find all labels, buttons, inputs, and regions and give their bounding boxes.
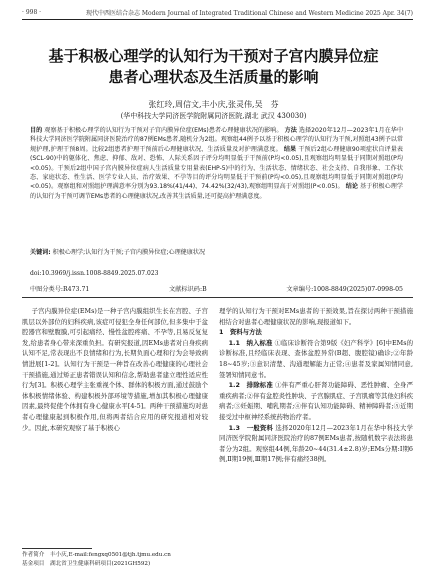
clc-number: 中图分类号:R473.71: [30, 286, 90, 293]
title-line-1: 基于积极心理学的认知行为干预对子宫内膜异位症: [48, 47, 379, 65]
subsection-1-1: 1.1 纳入标准: [228, 338, 273, 347]
subsection-1-3: 1.3 一般资料: [228, 423, 274, 432]
conclusion-text: 基于积极心理学的认知行为干预可调节EMs患者的心理健康状况,改善其生活质量,还可提高护理满意度。: [30, 183, 404, 200]
objective-text: 观察基于积极心理学的认知行为干预对子宫内膜异位症(EMs)患者心理健康状况的影响。: [44, 127, 283, 134]
exclusion-criteria: ①伴有严重心肝肾功能障碍、恶性肿瘤、全身严重疾病者;②伴有盆腔炎性肿块、子宫腺肌症、子宫肌瘤等其他妇科疾病者;③妊娠期、哺乳期者;④伴有认知功能障碍、精神障碍者;⑤近期接受过中枢神经系统药物治疗者。: [219, 381, 413, 421]
section-heading-1: 1 资料与方法: [219, 328, 262, 337]
document-code: 文献标识码:B: [169, 286, 207, 293]
results-label: 结果: [283, 145, 297, 153]
objective-label: 目的: [30, 127, 43, 134]
running-header: [22, 6, 413, 18]
funding-note: 基金项目 湖北省卫生健康科研项目(2021GH592): [22, 561, 151, 567]
authors: 张红玲,周信文,丰小庆,张灵伟,吴 芬: [148, 100, 279, 109]
author-note: 作者简介 丰小庆,E-mail:fengxq0501@tjh.tjmu.edu.cn: [22, 552, 171, 558]
section-rule: [22, 297, 413, 298]
journal-name: 现代中西医结合杂志 Modern Journal of Integrated Traditional Chinese and Western Medicine 2025 Apr. 34(7): [85, 9, 413, 17]
results-text: 干预后2组心理健康90项症状自评量表(SCL-90)中的躯体化、焦虑、抑郁、敌对、恐怖、人际关系因子评分均明显低于干预前(P均<0.05),且观察组均明显低于同期对照组(P均<0.05)。干预后2组中国子宫内膜异位症病人生活质量专用量表(EHP-5)中的行为、生活状态、情绪状态、社会支持、自我形象、工作状态、家庭状态、性生活、医学专业人员、治疗效果、不孕等目的评分均明显低于干预前(P均<0.05),且观察组均明显低于同期对照组(P均<0.05)。观察组和对照组护理满意率分别为93.18%(41/44)、74.42%(32/43),观察组明显高于对照组(P<0.05)。: [30, 145, 404, 191]
affiliation: (华中科技大学同济医学院附属同济医院,湖北 武汉 430030): [120, 112, 307, 120]
keywords: [30, 248, 403, 257]
page-number: · 998 ·: [22, 8, 42, 16]
header-rule: [22, 19, 413, 20]
title-line-2: 患者心理状态及生活质量的影响: [108, 68, 319, 86]
keywords-text: 积极心理学;认知行为干预;子宫内膜异位症;心理健康状况: [52, 249, 206, 256]
classification-row: [30, 284, 403, 293]
abstract: [30, 126, 403, 201]
conclusion-label: 结论: [345, 183, 359, 191]
keywords-label: 关键词:: [30, 249, 51, 256]
intro-continued: 理学的认知行为干预对EMs患者的干预效果,旨在探讨两种干预措施相结合对患者心理健康状况的影响,现报道如下。: [219, 307, 413, 326]
inclusion-criteria: ①临床诊断符合第9版《妇产科学》[6]中EMs的诊断标准,且经临床表现、查体盆腔异常(B超、腹腔镜)确诊;②年龄18~45岁;③意识清楚、沟通理解能力正常;④患者及家属知情同意,签署知情同意书。: [219, 338, 413, 379]
body-column-right: [219, 306, 413, 465]
general-data: 选择2020年12月—2023年1月在华中科技大学同济医学院附属同济医院治疗的87例EMs患者,按随机数字表法将患者分为2组。观察组44例,年龄20~44(31.4±2.8)岁;EMs分期:Ⅰ期6例,Ⅱ期19例,Ⅲ期17例;伴有痛经38例。: [219, 423, 413, 464]
article-number: 文章编号:1008-8849(2025)07-0998-05: [286, 286, 403, 293]
footnote: [22, 551, 208, 569]
intro-paragraph: 子宫内膜异位症(EMs)是一种子宫内膜组织生长在宫腔、子宫肌层以外部位的妇科疾病,该症可侵犯全身任何部位,但多集中于盆腔器官和壁腹膜,可引起痛经、慢性盆腔疼痛、不孕等,且易反复复发,给患者身心带来深重负担。有研究报道,因EMs患者对自身疾病认知不足,常表现出不良情绪和行为,长期负面心理和行为会导致病情进展[1-2]。认知行为干预是一种旨在改善心理健康的心理社会干预措施,通过矫正患者错误认知和信念,帮助患者建立理性适应性行为[3]。积极心理学主张重视个体、群体的积极方面,通过鼓励个体积极情绪体验、构建积极外部环境等措施,增加其积极心理健康因素,最终促使个体拥有身心健康水平[4-5]。两种干预措施均对患者心理健康起到积极作用,但将两者结合应用的研究报道相对较少。因此,本研究观察了基于积极心: [22, 307, 208, 432]
subsection-1-2: 1.2 排除标准: [228, 381, 273, 390]
doi: doi:10.3969/j.issn.1008-8849.2025.07.023: [30, 270, 159, 277]
methods-label: 方法: [284, 127, 297, 134]
body-column-left: [22, 306, 208, 433]
article-title: [0, 46, 427, 88]
methods-text: 选择2020年12月—2023年1月在华中科技大学同济医学院附属同济医院治疗的87例EMs患者,随机分为2组。观察组44例予以基于积极心理学的认知行为干预,对照组43例予以常规护理,护理干预8周。比较2组患者护理干预前后心理健康状况、生活质量及对护理满意度。: [30, 127, 404, 153]
footnote-rule: [22, 548, 92, 549]
